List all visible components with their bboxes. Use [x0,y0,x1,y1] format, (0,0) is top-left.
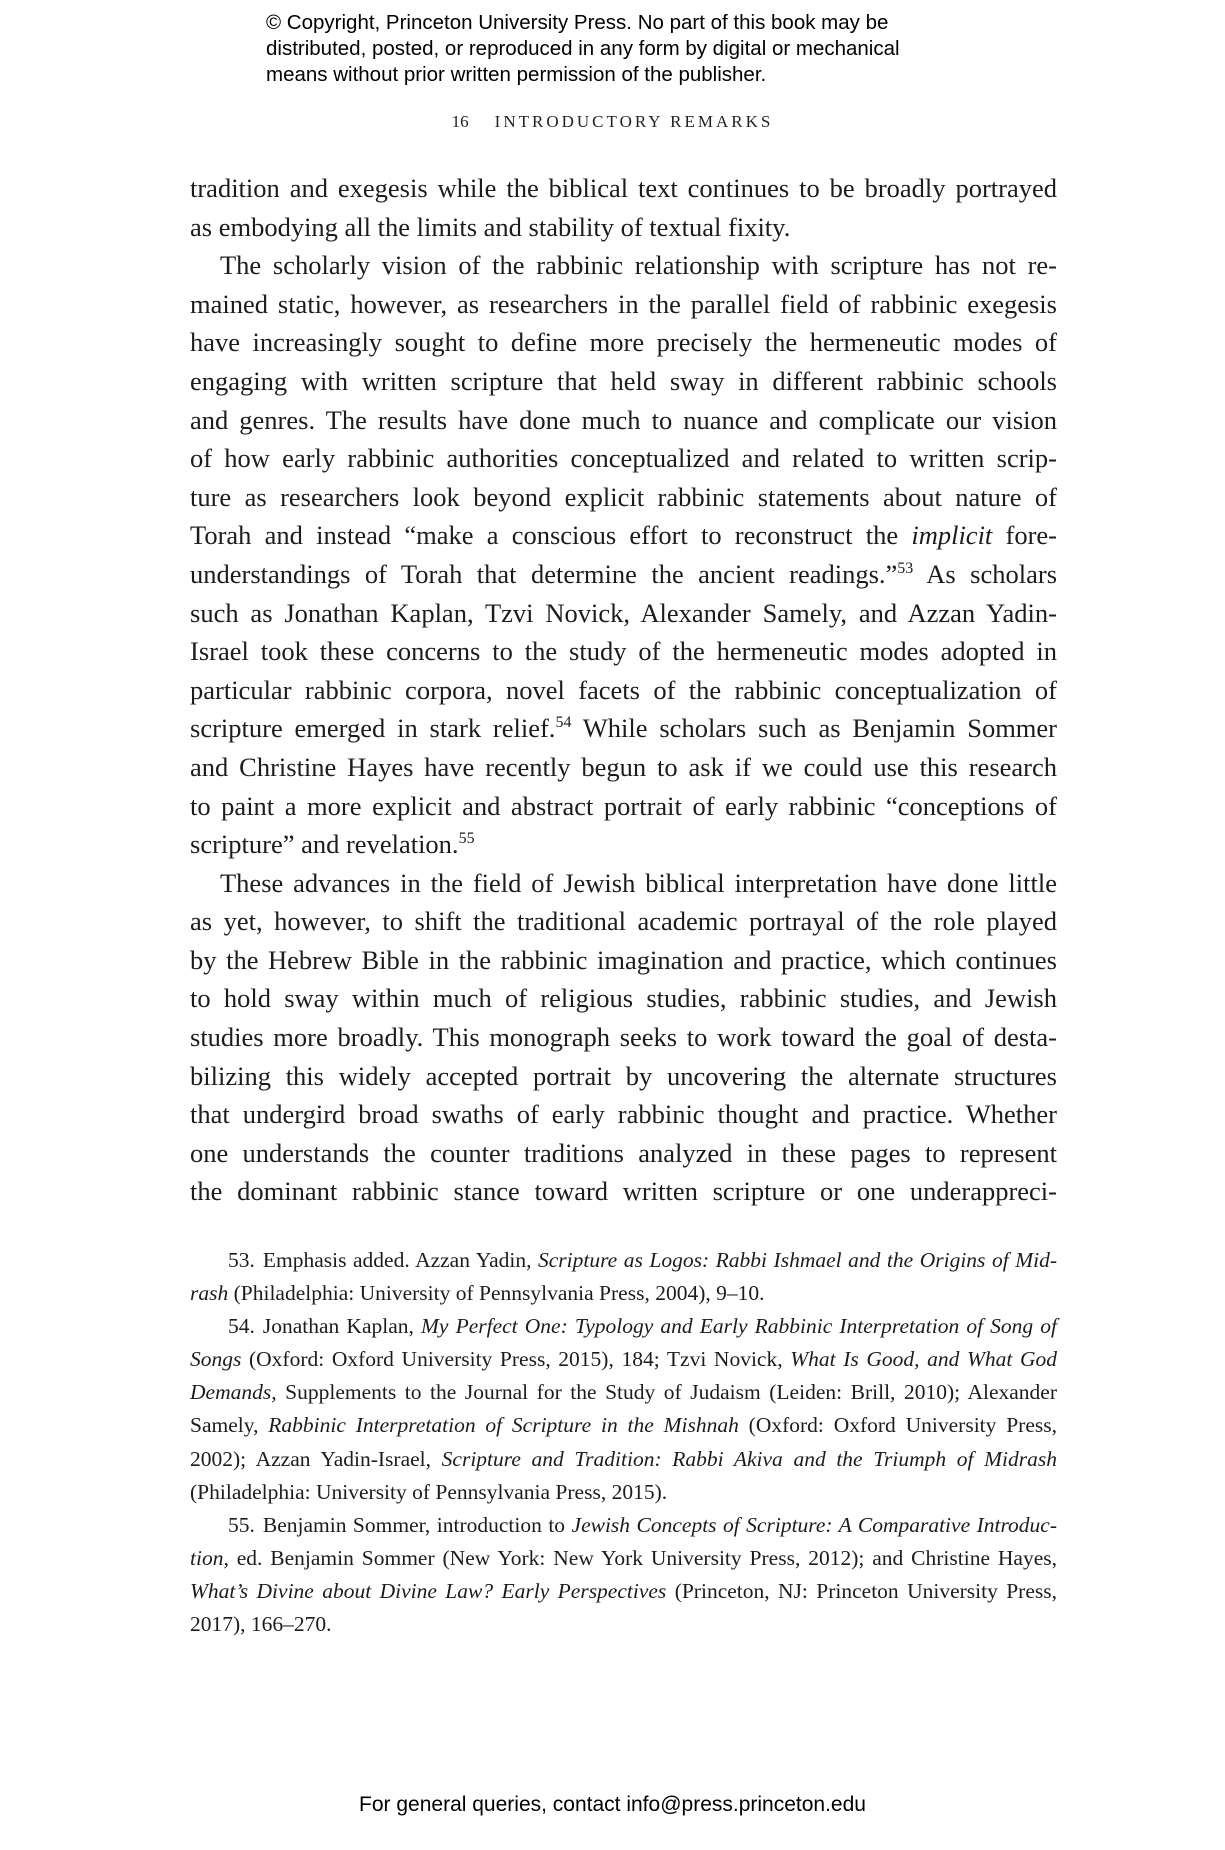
text-run: fore- [992,520,1057,551]
footnote-54-cont: (Philadelphia: University of Pennsylvania Press, 2015). [190,1479,668,1504]
book-title: Scripture as Logos: Rabbi Ishmael and the Origins of Mid- [538,1248,1057,1272]
book-title: Demands, [190,1380,277,1405]
book-title: What Is Good, and What God [790,1347,1057,1372]
footnote-ref-53[interactable]: 53 [897,559,914,577]
body-line: as embodying all the limits and stability of textual fixity. [190,211,791,242]
book-title: rash [190,1281,229,1306]
book-title: Jewish Concepts of Scripture: A Comparative Introduc- [571,1512,1057,1537]
footnote-ref-54[interactable]: 54 [555,714,572,732]
text-run: Emphasis added. Azzan Yadin, [262,1248,538,1272]
text-run: 2002); Azzan Yadin-Israel, [190,1446,442,1471]
text-run: (Oxford: Oxford University Press, 2015), 184; Tzvi Novick, [241,1347,791,1372]
body-line: tradition and exegesis while the biblical text continues to be broadly portrayed [190,173,1057,203]
body-line [190,825,1057,864]
footnote-54-cont [190,1343,1057,1376]
footnote-number: 53. [228,1248,255,1272]
text-run: (Oxford: Oxford University Press, [738,1413,1057,1438]
body-line: mained static, however, as researchers in the parallel field of rabbinic exegesis [190,288,1057,319]
text-run: scripture” and revelation. [190,829,459,860]
text-run: While scholars such as Benjamin Sommer [571,713,1058,744]
body-line: bilizing this widely accepted portrait by uncovering the alternate structures [190,1060,1057,1091]
book-title: Songs [190,1347,242,1372]
text-run: scripture emerged in stark relief. [190,713,556,744]
footnote-54-cont [190,1409,1057,1442]
body-line: These advances in the field of Jewish biblical interpretation have done little [220,867,1057,898]
page-number: 16 [451,112,469,131]
text-run: ed. Benjamin Sommer (New York: New York University Press, 2012); and Christine Hayes, [228,1545,1057,1570]
copyright-line: © Copyright, Princeton University Press. No part of this book may be [266,11,889,34]
footnote-55 [190,1509,1057,1542]
body-line: The scholarly vision of the rabbinic relationship with scripture has not re- [220,250,1057,281]
body-line: by the Hebrew Bible in the rabbinic imagination and practice, which continues [190,944,1057,975]
footnote-54-cont [190,1443,1057,1476]
text-run: Benjamin Sommer, introduction to [262,1512,572,1537]
chapter-title: INTRODUCTORY REMARKS [494,112,774,131]
body-line: have increasingly sought to define more precisely the hermeneutic modes of [190,327,1057,358]
body-line [190,555,1057,594]
book-title: Scripture and Tradition: Rabbi Akiva and the Triumph of Midrash [441,1446,1058,1471]
body-line: particular rabbinic corpora, novel facets of the rabbinic conceptualization of [190,674,1057,705]
body-line: engaging with written scripture that held sway in different rabbinic schools [190,365,1057,396]
body-line: and genres. The results have done much to nuance and complicate our vision [190,404,1057,435]
book-title: Rabbinic Interpretation of Scripture in the Mishnah [268,1413,739,1438]
body-line: such as Jonathan Kaplan, Tzvi Novick, Alexander Samely, and Azzan Yadin- [190,597,1057,628]
body-line: the dominant rabbinic stance toward written scripture or one underappreci- [190,1176,1057,1207]
body-line: as yet, however, to shift the traditional academic portrayal of the role played [190,906,1057,937]
text-run: As scholars [913,558,1058,589]
text-run: understandings of Torah that determine the ancient readings.” [190,558,898,589]
copyright-notice [266,10,986,88]
text-run: Samely, [190,1413,269,1438]
book-title: tion, [190,1545,229,1570]
footnote-55-cont [190,1542,1057,1575]
body-line: that undergird broad swaths of early rabbinic thought and practice. Whether [190,1099,1057,1130]
running-head [0,112,1225,132]
body-line: Israel took these concerns to the study of the hermeneutic modes adopted in [190,636,1057,667]
footnote-number: 54. [228,1314,255,1339]
copyright-line: means without prior written permission of the publisher. [266,63,767,86]
footnote-53-cont [190,1277,1057,1310]
footnote-55-cont: 2017), 166–270. [190,1612,332,1637]
body-line: to hold sway within much of religious studies, rabbinic studies, and Jewish [190,983,1057,1014]
copyright-line: distributed, posted, or reproduced in any form by digital or mechanical [266,37,900,60]
text-run: (Princeton, NJ: Princeton University Press, [666,1578,1057,1603]
body-line: one understands the counter traditions analyzed in these pages to represent [190,1137,1057,1168]
emphasis-implicit: implicit [911,520,993,551]
book-title: What’s Divine about Divine Law? Early Perspectives [190,1578,667,1603]
text-run: Torah and instead “make a conscious effort to reconstruct the [190,520,912,551]
footnote-54-cont [190,1376,1057,1409]
footnote-53 [190,1244,1057,1277]
text-run: Supplements to the Journal for the Study of Judaism (Leiden: Brill, 2010); Alexander [276,1380,1057,1405]
book-title: My Perfect One: Typology and Early Rabbinic Interpretation of Song of [421,1314,1057,1339]
footer-contact [0,1793,1225,1817]
footnote-number: 55. [228,1512,255,1537]
footnote-54 [190,1310,1057,1343]
body-line: of how early rabbinic authorities conceptualized and related to written scrip- [190,443,1057,474]
footer-text: For general queries, contact info@press.princeton.edu [359,1793,866,1816]
body-text [190,169,1057,1211]
body-line [190,516,1057,555]
body-line: ture as researchers look beyond explicit rabbinic statements about nature of [190,481,1057,512]
body-line [190,709,1057,748]
text-run: Jonathan Kaplan, [262,1314,421,1339]
body-line: to paint a more explicit and abstract portrait of early rabbinic “conceptions of [190,790,1057,821]
footnote-ref-55[interactable]: 55 [458,830,475,848]
footnotes [190,1244,1057,1641]
body-line: and Christine Hayes have recently begun to ask if we could use this research [190,751,1057,782]
body-line: studies more broadly. This monograph seeks to work toward the goal of desta- [190,1022,1057,1053]
footnote-55-cont [190,1575,1057,1608]
text-run: (Philadelphia: University of Pennsylvania Press, 2004), 9–10. [228,1281,765,1306]
